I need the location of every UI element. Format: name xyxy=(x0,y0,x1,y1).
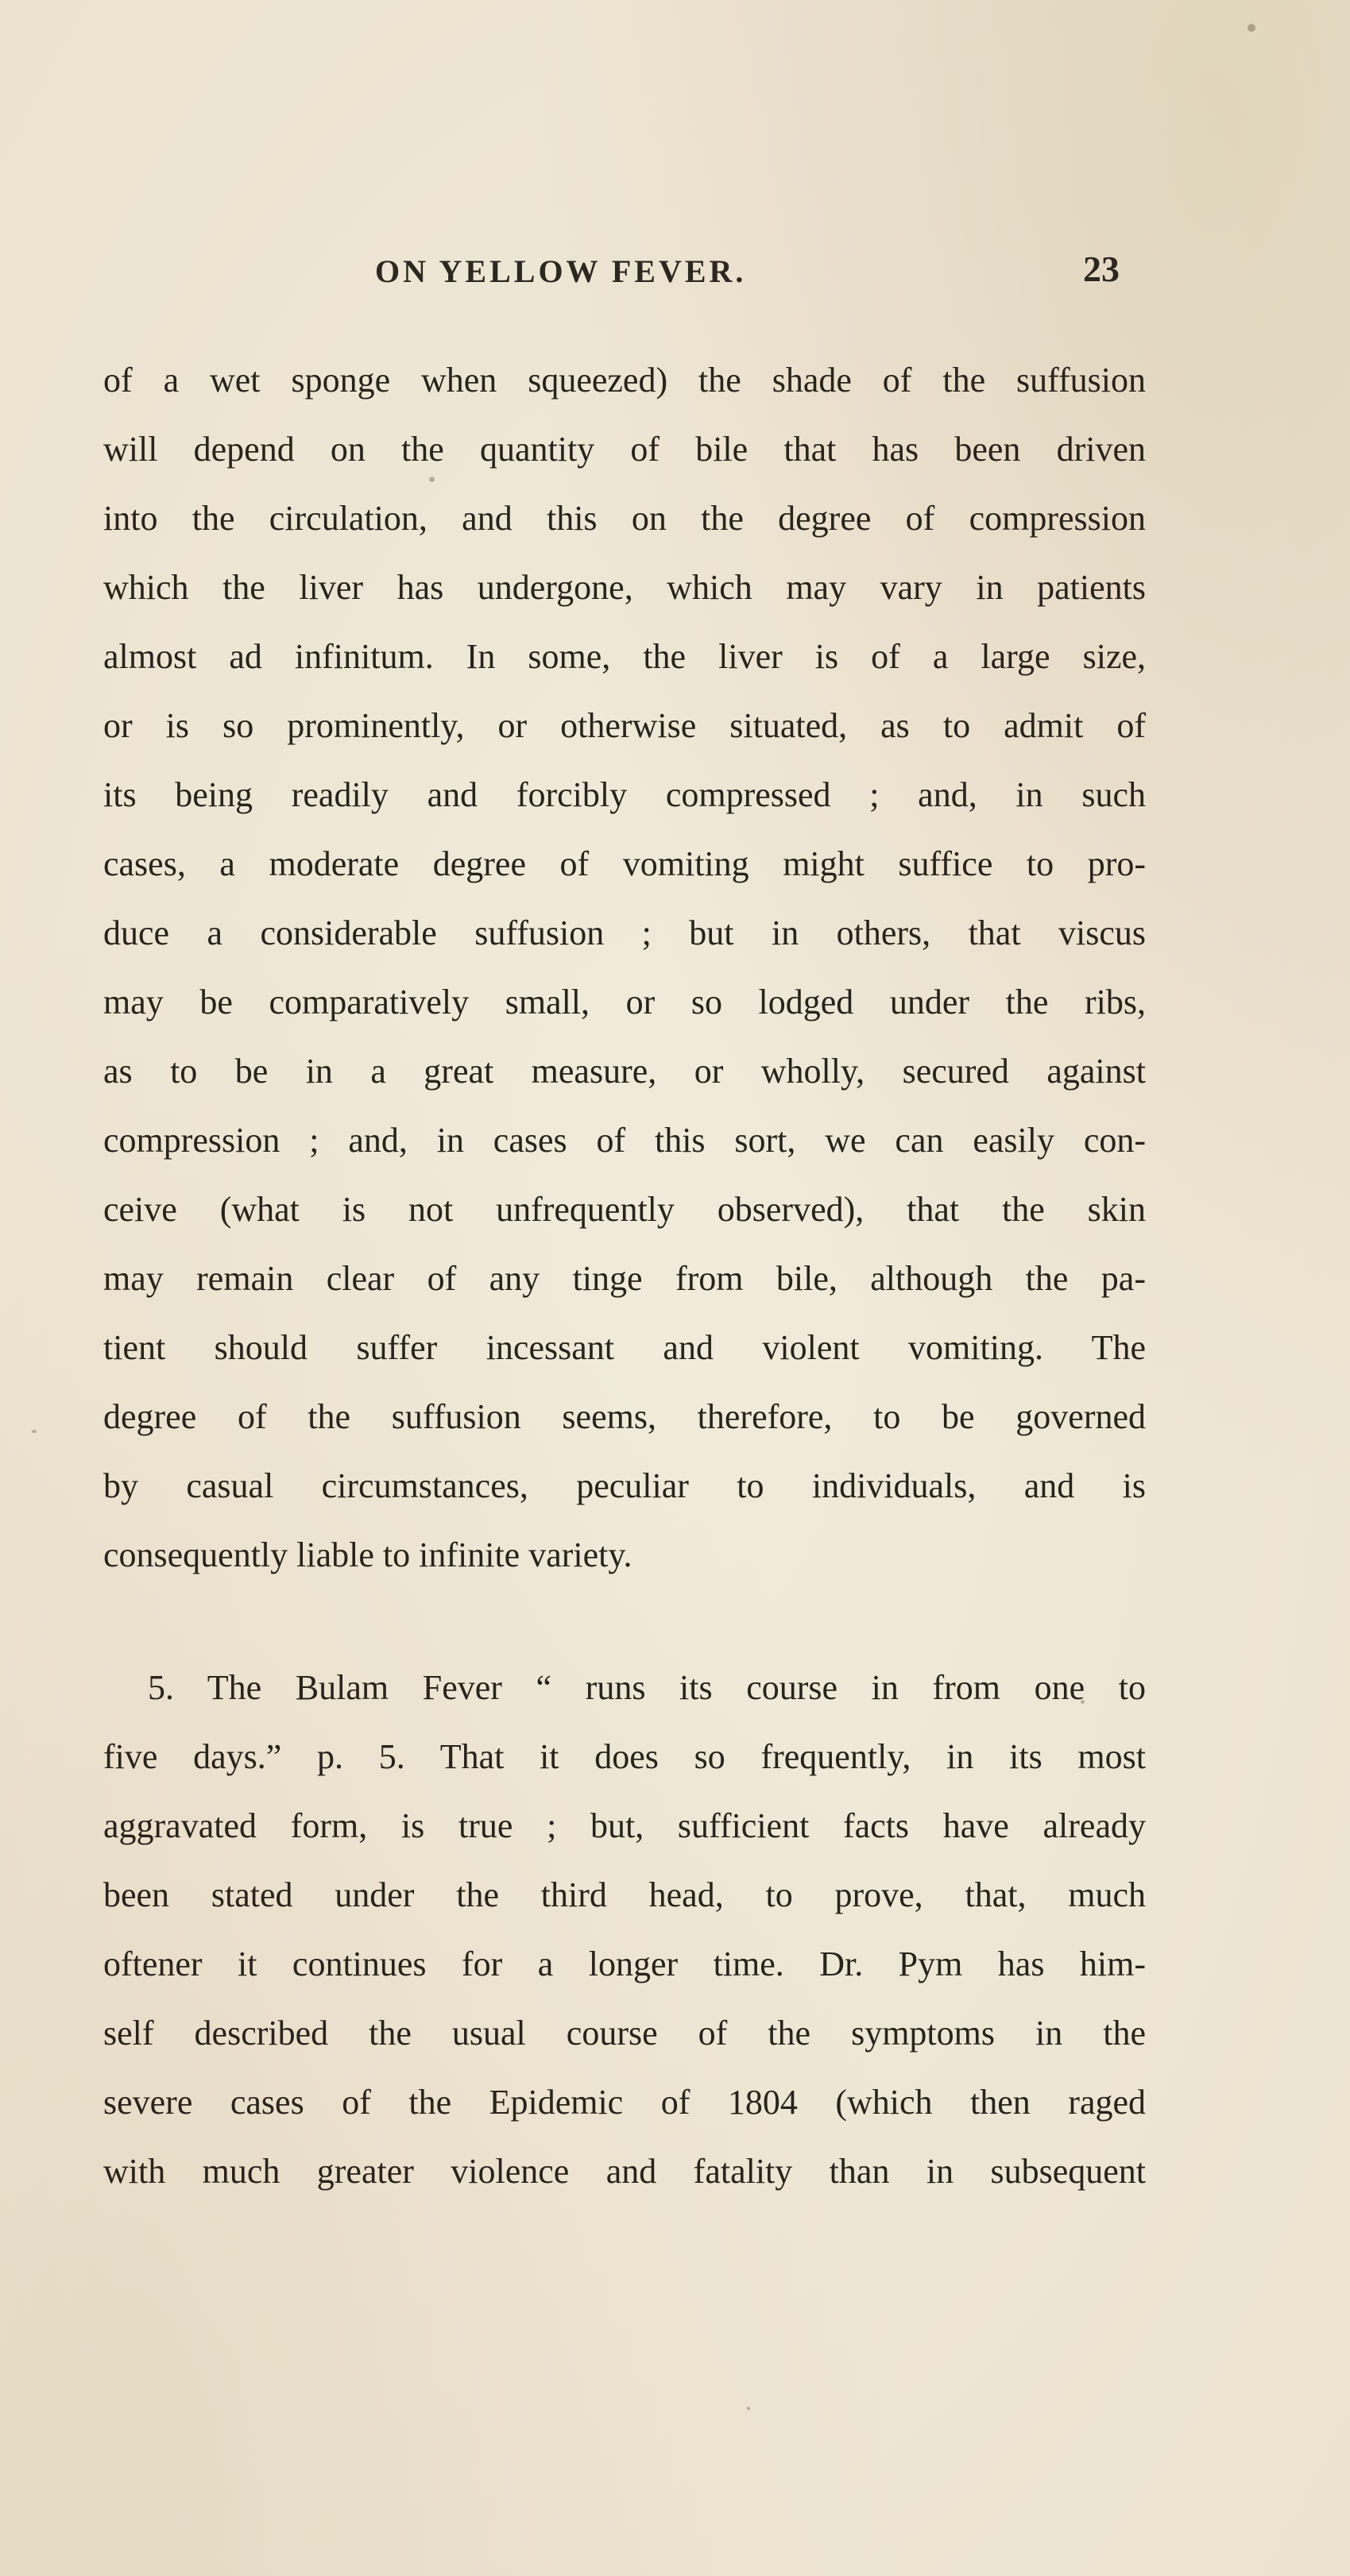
text-line: or is so prominently, or otherwise situated, as to admit of xyxy=(103,706,1146,745)
paper-speck xyxy=(32,1430,37,1433)
running-head xyxy=(103,249,1136,316)
text-line: may be comparatively small, or so lodged under the ribs, xyxy=(103,983,1146,1022)
text-line: duce a considerable suffusion ; but in others, that viscus xyxy=(103,913,1146,952)
paper-speck xyxy=(1247,24,1255,32)
running-title: ON YELLOW FEVER. xyxy=(375,253,747,289)
text-line: oftener it continues for a longer time. Dr. Pym has him- xyxy=(103,1945,1146,1983)
text-line: compression ; and, in cases of this sort, we can easily con- xyxy=(103,1121,1146,1160)
text-line: cases, a moderate degree of vomiting might suffice to pro- xyxy=(103,844,1146,883)
text-line: of a wet sponge when squeezed) the shade of the suffusion xyxy=(103,361,1146,400)
page-number: 23 xyxy=(1083,249,1120,289)
text-line: self described the usual course of the symptoms in the xyxy=(103,2014,1146,2053)
text-line: tient should suffer incessant and violent vomiting. The xyxy=(103,1328,1146,1367)
text-line: been stated under the third head, to prove, that, much xyxy=(103,1875,1146,1914)
text-line: aggravated form, is true ; but, sufficient facts have already xyxy=(103,1806,1146,1845)
paragraph-2 xyxy=(103,1653,1146,2206)
paper-speck xyxy=(429,477,435,482)
text-line: five days.” p. 5. That it does so frequently, in its most xyxy=(103,1737,1146,1776)
body-text xyxy=(103,346,1146,2206)
text-line: 5. The Bulam Fever “ runs its course in from one to xyxy=(148,1668,1146,1707)
paragraph-spacer xyxy=(103,1589,1146,1653)
text-line: which the liver has undergone, which may vary in patients xyxy=(103,568,1146,607)
paper-speck xyxy=(747,2407,750,2410)
text-line: degree of the suffusion seems, therefore, to be governed xyxy=(103,1397,1146,1436)
text-line: may remain clear of any tinge from bile, although the pa- xyxy=(103,1259,1146,1298)
text-line: its being readily and forcibly compressed ; and, in such xyxy=(103,775,1146,814)
text-line: severe cases of the Epidemic of 1804 (which then raged xyxy=(103,2083,1146,2122)
text-line: into the circulation, and this on the degree of compression xyxy=(103,499,1146,538)
text-line: consequently liable to infinite variety. xyxy=(103,1535,632,1574)
text-line: ceive (what is not unfrequently observed), that the skin xyxy=(103,1190,1146,1229)
text-line: almost ad infinitum. In some, the liver is of a large size, xyxy=(103,637,1146,676)
text-line: by casual circumstances, peculiar to individuals, and is xyxy=(103,1466,1146,1505)
text-line: will depend on the quantity of bile that has been driven xyxy=(103,430,1146,469)
paper-speck xyxy=(1081,1700,1085,1704)
text-line: with much greater violence and fatality than in subsequent xyxy=(103,2152,1146,2191)
paragraph-1 xyxy=(103,346,1146,1589)
text-line: as to be in a great measure, or wholly, secured against xyxy=(103,1052,1146,1091)
